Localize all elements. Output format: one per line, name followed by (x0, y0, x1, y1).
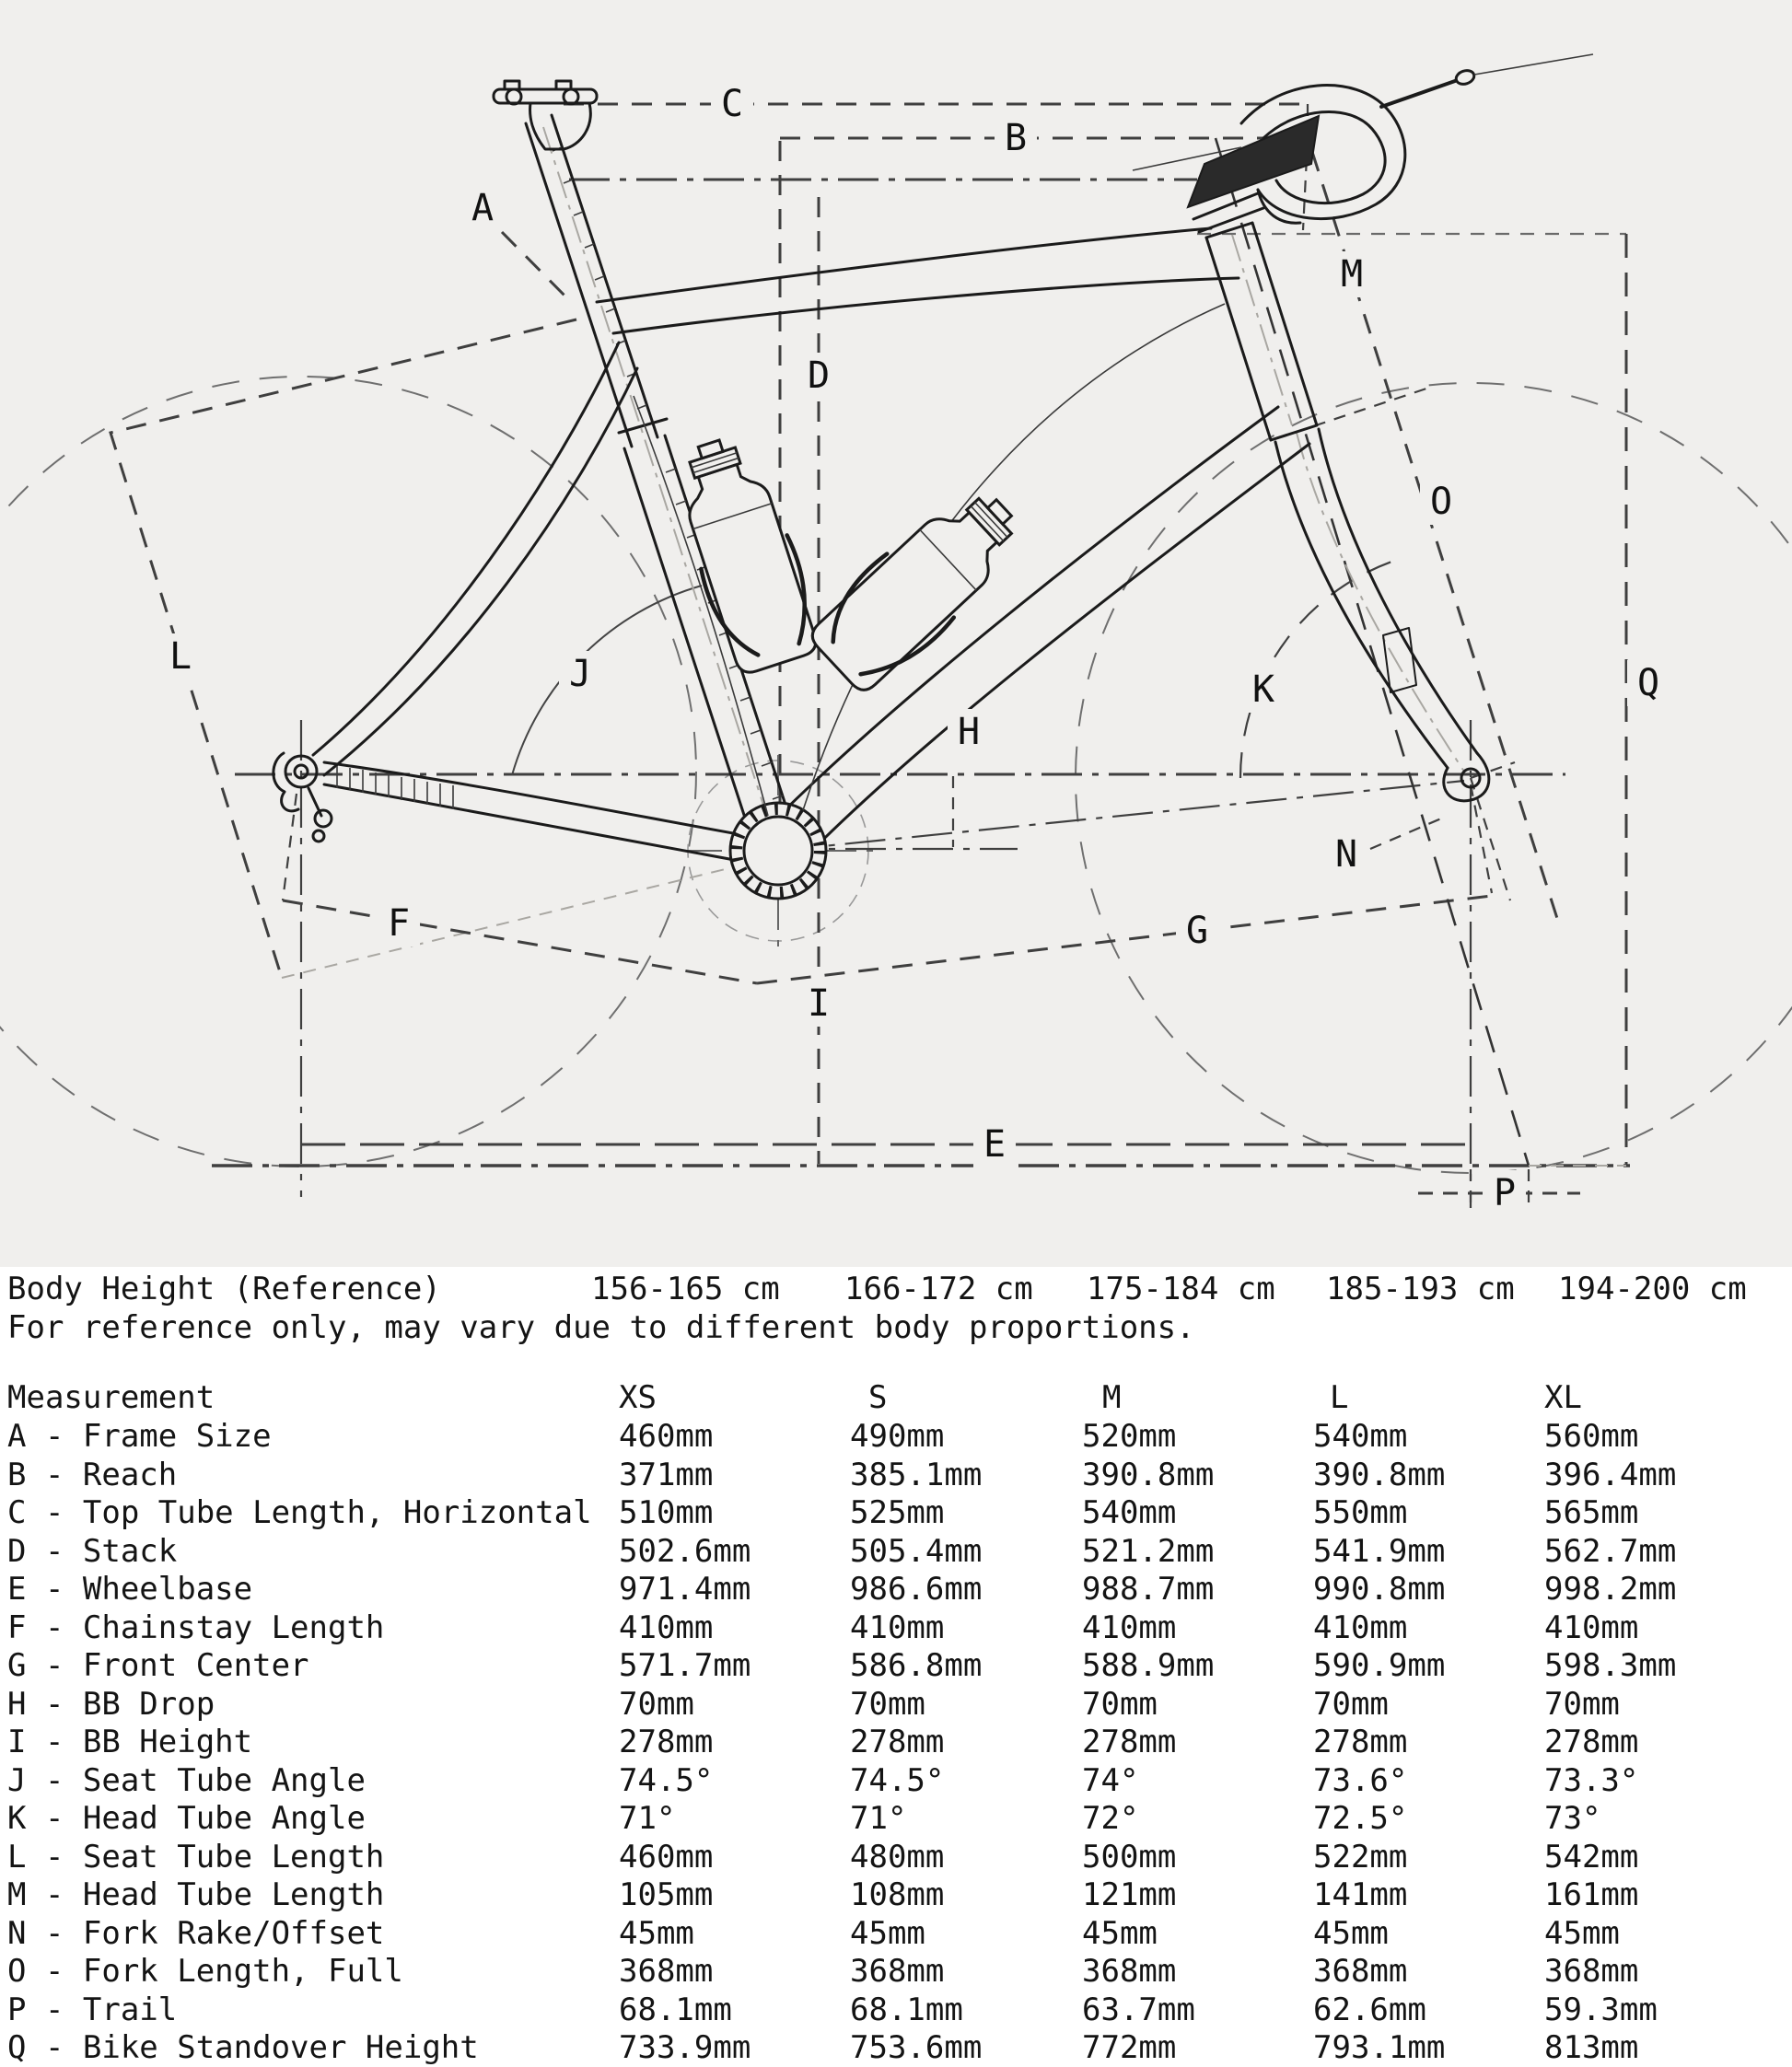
measurement-value: 998.2mm (1544, 1571, 1677, 1608)
measurement-value: 278mm (1082, 1724, 1177, 1760)
measurement-value: 586.8mm (850, 1647, 983, 1684)
measurement-value: 121mm (1082, 1876, 1177, 1913)
measurement-value: 74.5° (850, 1762, 945, 1799)
measurement-row-label: P - Trail (7, 1992, 178, 2028)
measurement-value: 73.6° (1313, 1762, 1408, 1799)
body-height-range: 194-200 cm (1558, 1271, 1747, 1307)
measurement-value: 278mm (850, 1724, 945, 1760)
measurement-value: 385.1mm (850, 1457, 983, 1493)
measurement-value: 733.9mm (619, 2029, 751, 2066)
measurement-row-label: M - Head Tube Length (7, 1876, 385, 1913)
measurement-value: 161mm (1544, 1876, 1639, 1913)
measurement-value: 105mm (619, 1876, 714, 1913)
dim-label-B: B (1004, 117, 1028, 159)
body-height-note: For reference only, may vary due to different body proportions. (7, 1309, 1195, 1346)
measurement-row-label: A - Frame Size (7, 1418, 272, 1455)
measurement-value: 410mm (850, 1609, 945, 1646)
measurement-value: 590.9mm (1313, 1647, 1446, 1684)
dim-label-H: H (957, 711, 981, 753)
measurement-value: 72° (1082, 1800, 1139, 1837)
measurement-value: 68.1mm (850, 1992, 963, 2028)
measurement-value: 525mm (850, 1494, 945, 1531)
measurement-value: 63.7mm (1082, 1992, 1195, 2028)
measurement-value: 500mm (1082, 1839, 1177, 1875)
measurement-value: 520mm (1082, 1418, 1177, 1455)
measurement-row-label: H - BB Drop (7, 1686, 215, 1723)
measurement-value: 550mm (1313, 1494, 1408, 1531)
measurement-value: 141mm (1313, 1876, 1408, 1913)
measurement-value: 410mm (1313, 1609, 1408, 1646)
measurement-value: 278mm (619, 1724, 714, 1760)
measurement-value: 71° (850, 1800, 907, 1837)
measurement-value: 598.3mm (1544, 1647, 1677, 1684)
measurement-value: 396.4mm (1544, 1457, 1677, 1493)
body-height-range: 156-165 cm (591, 1271, 780, 1307)
dim-label-O: O (1429, 481, 1453, 523)
measurement-value: 522mm (1313, 1839, 1408, 1875)
dim-label-E: E (983, 1123, 1007, 1166)
column-header-measurement: Measurement (7, 1379, 215, 1416)
measurement-value: 278mm (1313, 1724, 1408, 1760)
measurement-row-label: D - Stack (7, 1533, 178, 1570)
measurement-value: 45mm (850, 1915, 925, 1952)
dim-label-A: A (471, 187, 495, 229)
measurement-value: 45mm (619, 1915, 694, 1952)
measurement-value: 368mm (1544, 1953, 1639, 1990)
measurement-value: 368mm (1313, 1953, 1408, 1990)
measurement-value: 74.5° (619, 1762, 714, 1799)
measurement-value: 753.6mm (850, 2029, 983, 2066)
measurement-value: 986.6mm (850, 1571, 983, 1608)
dim-label-P: P (1493, 1172, 1517, 1214)
measurement-value: 73.3° (1544, 1762, 1639, 1799)
measurement-value: 460mm (619, 1418, 714, 1455)
body-height-range: 185-193 cm (1326, 1271, 1515, 1307)
measurement-value: 510mm (619, 1494, 714, 1531)
measurement-value: 70mm (1082, 1686, 1158, 1723)
body-height-label: Body Height (Reference) (7, 1271, 441, 1307)
measurement-value: 560mm (1544, 1418, 1639, 1455)
measurement-value: 278mm (1544, 1724, 1639, 1760)
body-height-range: 166-172 cm (844, 1271, 1033, 1307)
dim-label-K: K (1251, 668, 1275, 711)
measurement-value: 45mm (1082, 1915, 1158, 1952)
measurement-value: 971.4mm (619, 1571, 751, 1608)
column-header-size: L (1330, 1379, 1349, 1416)
measurement-value: 70mm (619, 1686, 694, 1723)
column-header-size: S (868, 1379, 888, 1416)
measurement-value: 73° (1544, 1800, 1601, 1837)
measurement-row-label: F - Chainstay Length (7, 1609, 385, 1646)
measurement-value: 540mm (1313, 1418, 1408, 1455)
measurement-row-label: I - BB Height (7, 1724, 253, 1760)
dim-label-Q: Q (1636, 662, 1660, 704)
measurement-row-label: G - Front Center (7, 1647, 309, 1684)
frame-tubes (273, 54, 1593, 899)
measurement-value: 410mm (619, 1609, 714, 1646)
measurement-value: 368mm (619, 1953, 714, 1990)
body-height-range: 175-184 cm (1087, 1271, 1275, 1307)
dim-label-C: C (720, 83, 744, 125)
column-header-size: XS (619, 1379, 657, 1416)
dim-label-G: G (1185, 910, 1209, 952)
measurement-value: 410mm (1082, 1609, 1177, 1646)
measurement-value: 505.4mm (850, 1533, 983, 1570)
measurement-value: 74° (1082, 1762, 1139, 1799)
measurement-value: 70mm (1313, 1686, 1389, 1723)
dim-label-F: F (387, 902, 411, 945)
dim-label-M: M (1340, 253, 1364, 296)
column-header-size: XL (1544, 1379, 1582, 1416)
measurement-value: 410mm (1544, 1609, 1639, 1646)
measurement-value: 390.8mm (1313, 1457, 1446, 1493)
measurement-value: 988.7mm (1082, 1571, 1215, 1608)
measurement-row-label: C - Top Tube Length, Horizontal (7, 1494, 592, 1531)
measurement-value: 502.6mm (619, 1533, 751, 1570)
measurement-value: 371mm (619, 1457, 714, 1493)
measurement-value: 541.9mm (1313, 1533, 1446, 1570)
measurement-value: 562.7mm (1544, 1533, 1677, 1570)
measurement-value: 62.6mm (1313, 1992, 1426, 2028)
measurement-row-label: O - Fork Length, Full (7, 1953, 403, 1990)
measurement-value: 793.1mm (1313, 2029, 1446, 2066)
dim-label-I: I (807, 982, 831, 1025)
dim-label-N: N (1334, 833, 1358, 876)
measurement-row-label: L - Seat Tube Length (7, 1839, 385, 1875)
measurement-value: 70mm (1544, 1686, 1620, 1723)
measurement-value: 588.9mm (1082, 1647, 1215, 1684)
measurement-value: 71° (619, 1800, 676, 1837)
measurement-value: 460mm (619, 1839, 714, 1875)
measurement-value: 70mm (850, 1686, 925, 1723)
measurement-row-label: N - Fork Rake/Offset (7, 1915, 385, 1952)
measurement-value: 45mm (1544, 1915, 1620, 1952)
measurement-row-label: K - Head Tube Angle (7, 1800, 366, 1837)
measurement-value: 59.3mm (1544, 1992, 1658, 2028)
measurement-row-label: J - Seat Tube Angle (7, 1762, 366, 1799)
measurement-value: 480mm (850, 1839, 945, 1875)
measurement-value: 521.2mm (1082, 1533, 1215, 1570)
measurement-value: 565mm (1544, 1494, 1639, 1531)
measurement-value: 540mm (1082, 1494, 1177, 1531)
measurement-value: 108mm (850, 1876, 945, 1913)
measurement-value: 368mm (850, 1953, 945, 1990)
dim-label-D: D (807, 354, 831, 397)
measurement-value: 813mm (1544, 2029, 1639, 2066)
measurement-value: 542mm (1544, 1839, 1639, 1875)
measurement-value: 390.8mm (1082, 1457, 1215, 1493)
measurement-row-label: E - Wheelbase (7, 1571, 253, 1608)
measurement-value: 368mm (1082, 1953, 1177, 1990)
dim-label-J: J (568, 653, 592, 695)
water-bottle-down-tube (803, 473, 1037, 701)
measurement-value: 990.8mm (1313, 1571, 1446, 1608)
measurement-value: 72.5° (1313, 1800, 1408, 1837)
measurement-value: 772mm (1082, 2029, 1177, 2066)
measurement-value: 45mm (1313, 1915, 1389, 1952)
column-header-size: M (1102, 1379, 1122, 1416)
measurement-value: 490mm (850, 1418, 945, 1455)
dim-label-L: L (169, 635, 192, 678)
measurement-value: 68.1mm (619, 1992, 732, 2028)
measurement-row-label: Q - Bike Standover Height (7, 2029, 479, 2066)
measurement-row-label: B - Reach (7, 1457, 178, 1493)
measurement-value: 571.7mm (619, 1647, 751, 1684)
